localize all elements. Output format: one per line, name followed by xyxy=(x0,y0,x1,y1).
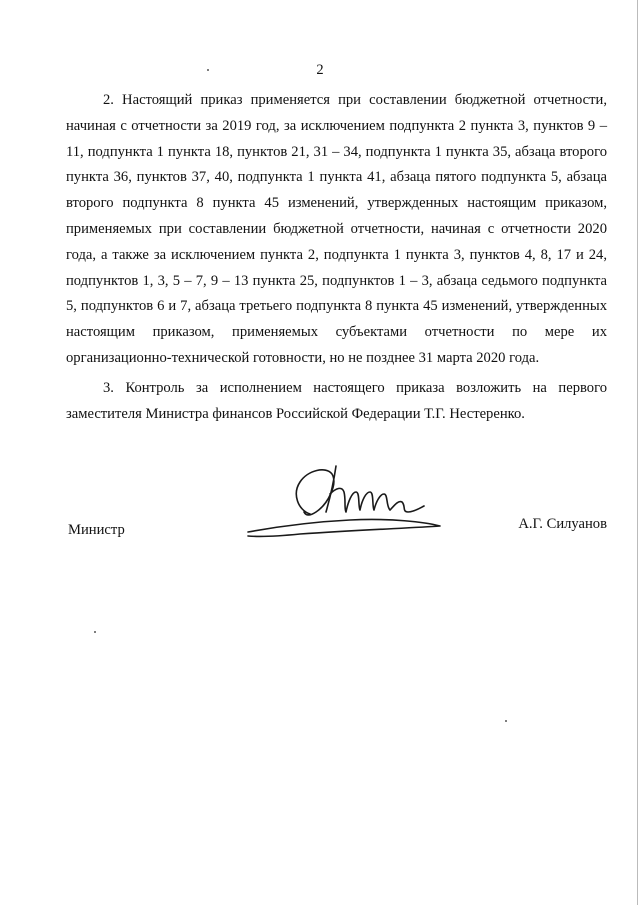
paragraph-3: 3. Контроль за исполнением настоящего приказа возложить на первого заместителя Министра финансов Российской Федерации Т.Г. Нестеренко. xyxy=(66,379,607,422)
signatory-title: Министр xyxy=(68,522,125,538)
scan-artifact xyxy=(505,720,507,722)
signature-block xyxy=(66,450,607,550)
scan-artifact xyxy=(207,69,209,71)
paragraph-2: 2. Настоящий приказ применяется при составлении бюджетной отчетности, начиная с отчетности за 2019 год, за исключением подпункта 2 пункта 3, пунктов 9 – 11, подпункта 1 пункта 18, пунктов 21, 31 – 34, подпункта 1 пункта 35, абзаца второго пункта 36, пунктов 37, 40, подпункта 1 пункта 41, абзаца пятого подпункта 5, абзаца второго подпункта 8 пункта 45 изменений, утвержденных настоящим приказом, применяемых при составлении бюджетной отчетности, начиная с отчетности 2020 года, а также за исключением пункта 2, подпункта 1 пункта 3, пунктов 4, 8, 17 и 24, подпунктов 1, 3, 5 – 7, 9 – 13 пункта 25, подпунктов 1 – 3, абзаца седьмого подпункта 5, подпунктов 6 и 7, абзаца третьего подпункта 8 пункта 45 изменений, утвержденных настоящим приказом, применяемых субъектами отчетности по мере их организационно-технической готовности, но не позднее 31 марта 2020 года. xyxy=(66,92,607,366)
handwritten-signature xyxy=(240,450,450,550)
signatory-name: А.Г. Силуанов xyxy=(518,516,607,532)
document-body xyxy=(66,88,607,431)
page-number: 2 xyxy=(316,62,324,78)
scan-edge-line xyxy=(637,0,638,905)
scan-artifact xyxy=(94,631,96,633)
